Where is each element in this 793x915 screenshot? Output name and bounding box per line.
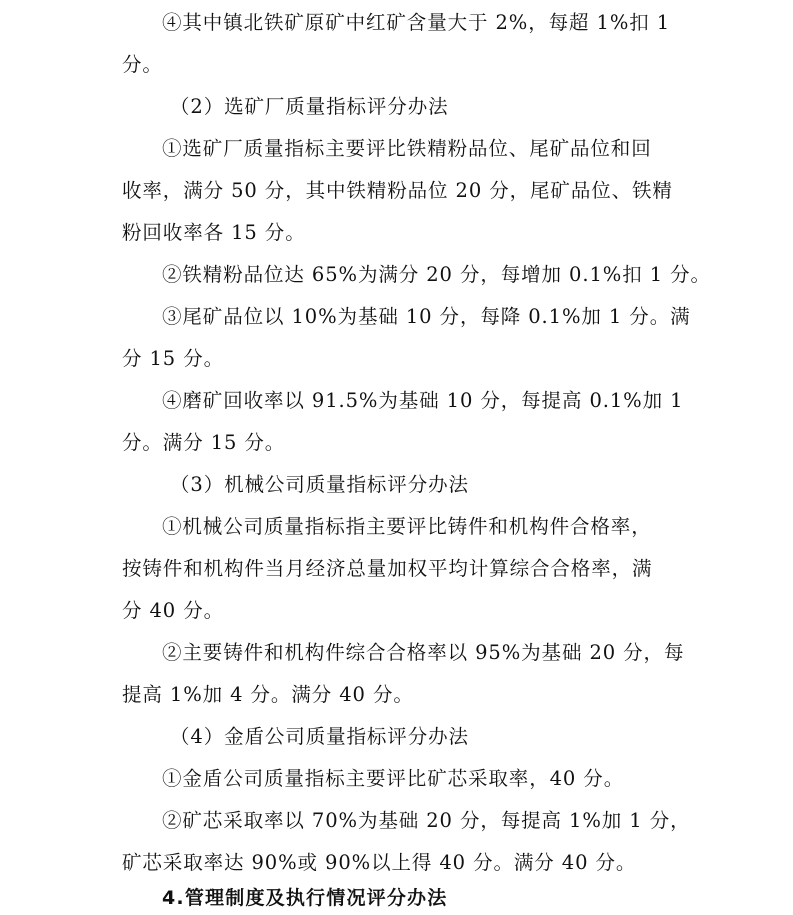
- text-line: ①选矿厂质量指标主要评比铁精粉品位、尾矿品位和回: [162, 137, 652, 160]
- text-line: ②铁精粉品位达 65%为满分 20 分，每增加 0.1%扣 1 分。: [162, 263, 711, 286]
- text-line: 提高 1%加 4 分。满分 40 分。: [122, 683, 414, 706]
- text-line: ②矿芯采取率以 70%为基础 20 分，每提高 1%加 1 分，: [162, 809, 691, 832]
- text-line: ④其中镇北铁矿原矿中红矿含量大于 2%，每超 1%扣 1: [162, 11, 671, 34]
- section-heading: （2）选矿厂质量指标评分办法: [170, 95, 449, 118]
- text-line: ③尾矿品位以 10%为基础 10 分，每降 0.1%加 1 分。满: [162, 305, 691, 328]
- text-line: 矿芯采取率达 90%或 90%以上得 40 分。满分 40 分。: [122, 851, 637, 874]
- text-line: 分 15 分。: [122, 347, 225, 370]
- text-line: 收率，满分 50 分，其中铁精粉品位 20 分，尾矿品位、铁精: [122, 179, 673, 202]
- text-line: ①机械公司质量指标指主要评比铸件和机构件合格率，: [162, 515, 652, 538]
- text-line: 按铸件和机构件当月经济总量加权平均计算综合合格率，满: [122, 557, 653, 580]
- text-line: 粉回收率各 15 分。: [122, 221, 306, 244]
- text-line: 分 40 分。: [122, 599, 225, 622]
- section-heading: （3）机械公司质量指标评分办法: [170, 473, 469, 496]
- chapter-heading: 4.管理制度及执行情况评分办法: [162, 887, 448, 909]
- text-line: ②主要铸件和机构件综合合格率以 95%为基础 20 分，每: [162, 641, 685, 664]
- text-line: 分。满分 15 分。: [122, 431, 286, 454]
- section-heading: （4）金盾公司质量指标评分办法: [170, 725, 469, 748]
- text-line: 分。: [122, 53, 163, 76]
- text-line: ④磨矿回收率以 91.5%为基础 10 分，每提高 0.1%加 1: [162, 389, 684, 412]
- text-line: ①金盾公司质量指标主要评比矿芯采取率，40 分。: [162, 767, 625, 790]
